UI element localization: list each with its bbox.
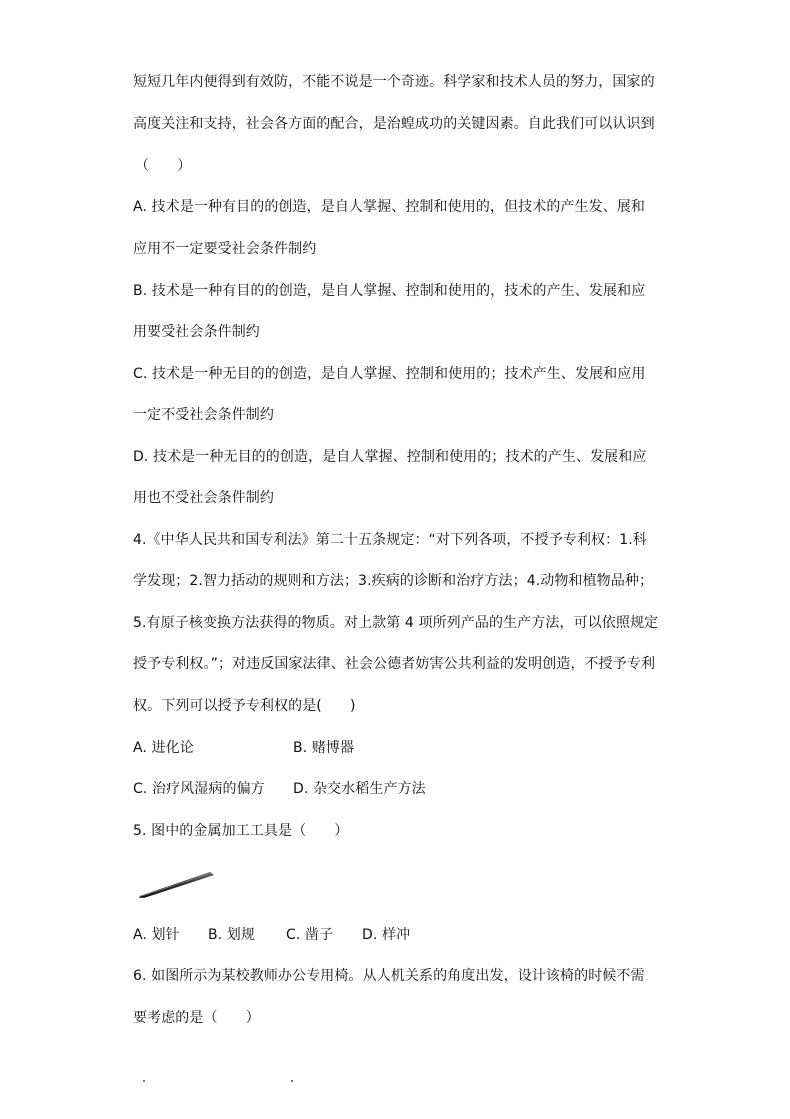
intro-line-1: 短短几年内便得到有效防，不能不说是一个奇迹。科学家和技术人员的努力，国家的 <box>133 74 655 90</box>
q3-option-b-line-1: B. 技术是一种有目的的创造，是自人掌握、控制和使用的，技术的产生、发展和应 <box>133 283 646 299</box>
q4-option-b: B. 赌博器 <box>293 740 355 756</box>
q4-option-a: A. 进化论 <box>133 740 194 756</box>
q4-line-1: 4.《中华人民共和国专利法》第二十五条规定：“对下列各项，不授予专利权：1.科 <box>133 532 647 548</box>
q3-option-a-line-2: 应用不一定要受社会条件制约 <box>133 241 317 257</box>
q4-line-2: 学发现；2.智力括动的规则和方法；3.疾病的诊断和治疗方法；4.动物和植物品种； <box>133 573 654 589</box>
q3-option-a-line-1: A. 技术是一种有目的的创造，是自人掌握、控制和使用的，但技术的产生发、展和 <box>133 199 646 215</box>
q4-option-c: C. 治疗风湿病的偏方 <box>133 781 265 797</box>
q3-answer-blank: （ ） <box>135 158 192 174</box>
q5-option-d: D. 样冲 <box>362 927 411 943</box>
q3-option-d-line-1: D. 技术是一种无目的的创造，是自人掌握、控制和使用的；技术的产生、发展和应 <box>133 449 647 465</box>
q4-option-d: D. 杂交水稻生产方法 <box>293 781 426 797</box>
q3-option-c-line-1: C. 技术是一种无目的的创造，是自人掌握、控制和使用的；技术产生、发展和应用 <box>133 366 646 382</box>
q6-line-2: 要考虑的是（ ） <box>133 1010 260 1026</box>
q4-line-5: 权。下列可以授予专利权的是( ) <box>133 698 356 714</box>
metal-tool-image <box>138 866 218 902</box>
q3-option-b-line-2: 用要受社会条件制约 <box>133 324 260 340</box>
q4-line-4: 授予专利权。”；对违反国家法律、社会公德者妨害公共利益的发明创造，不授予专利 <box>133 656 656 672</box>
q5-question: 5. 图中的金属加工工具是（ ） <box>133 823 349 839</box>
page-footer-marks <box>0 1080 790 1090</box>
q4-line-3: 5.有原子核变换方法获得的物质。对上款第 4 项所列产品的生产方法，可以依照规定 <box>133 615 659 631</box>
q3-option-c-line-2: 一定不受社会条件制约 <box>133 407 274 423</box>
footer-dot <box>143 1080 145 1082</box>
q3-option-d-line-2: 用也不受社会条件制约 <box>133 490 274 506</box>
q6-line-1: 6. 如图所示为某校教师办公专用椅。从人机关系的角度出发，设计该椅的时候不需 <box>133 968 645 984</box>
footer-dot <box>291 1080 293 1082</box>
q5-option-b: B. 划规 <box>208 927 256 943</box>
q5-option-a: A. 划针 <box>133 927 180 943</box>
q5-option-c: C. 凿子 <box>286 927 334 943</box>
intro-line-2: 高度关注和支持，社会各方面的配合，是治蝗成功的关键因素。自此我们可以认识到 <box>133 116 655 132</box>
